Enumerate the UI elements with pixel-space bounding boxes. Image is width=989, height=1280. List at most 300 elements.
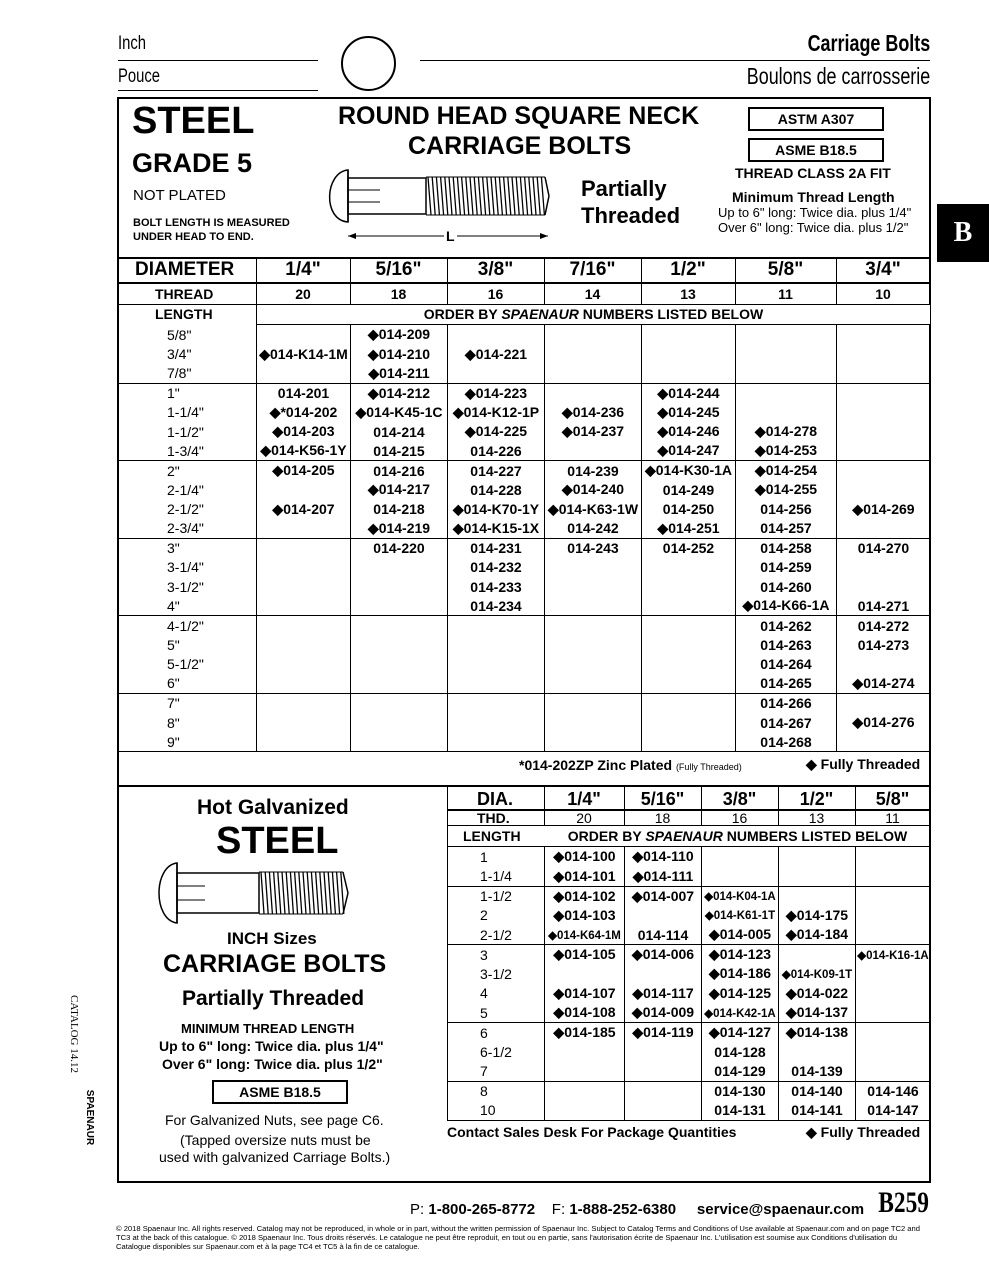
galv-diameter-2: 5/16" <box>640 789 685 809</box>
part-number-cell: ◆014-007 <box>625 886 702 906</box>
length-cell: 5-1/2" <box>119 655 257 674</box>
section-divider <box>118 785 930 787</box>
part-number-cell <box>837 655 931 674</box>
part-number-cell: ◆014-186 <box>702 964 779 984</box>
part-number-cell <box>257 693 351 712</box>
part-number-cell <box>625 964 702 984</box>
length-label: LENGTH <box>155 306 213 322</box>
part-number-cell <box>545 1042 625 1062</box>
header-inch: Inch <box>118 33 147 54</box>
part-number-cell: ◆014-K14-1M <box>257 344 351 363</box>
part-number-cell: 014-227 <box>448 461 545 480</box>
galv-thread-5: 11 <box>885 810 900 826</box>
part-number-cell <box>545 674 642 693</box>
asme-badge: ASME B18.5 <box>748 138 884 162</box>
table-row <box>448 1081 931 1101</box>
table-row <box>448 964 931 984</box>
part-number-cell <box>545 1081 625 1101</box>
part-number-cell <box>351 674 448 693</box>
part-number-cell <box>779 847 856 867</box>
header-rule-right-top <box>420 60 930 61</box>
part-number-cell <box>642 577 736 596</box>
partially-label: Partially <box>581 176 667 201</box>
part-number-cell: ◆014-244 <box>642 383 736 402</box>
part-number-cell: ◆014-108 <box>545 1003 625 1023</box>
part-number-cell <box>837 383 931 402</box>
part-number-cell <box>625 1101 702 1121</box>
length-cell: 4-1/2" <box>119 616 257 635</box>
part-number-cell <box>545 635 642 654</box>
min-thread-2: Over 6" long: Twice dia. plus 1/2" <box>718 220 909 235</box>
part-number-cell <box>448 655 545 674</box>
part-number-cell <box>625 1081 702 1101</box>
part-number-cell: ◆014-219 <box>351 519 448 538</box>
length-cell: 5 <box>448 1003 545 1023</box>
part-number-cell <box>837 558 931 577</box>
part-number-cell <box>837 325 931 344</box>
part-number-cell: 014-242 <box>545 519 642 538</box>
length-cell: 7 <box>448 1062 545 1082</box>
phone-number[interactable]: 1-800-265-8772 <box>428 1201 536 1218</box>
galv-length-label: LENGTH <box>463 828 521 844</box>
length-cell: 3 <box>448 945 545 965</box>
table-row <box>448 1023 931 1043</box>
table-row <box>448 847 931 867</box>
galv-steel-heading: STEEL <box>216 820 339 862</box>
part-number-cell: ◆014-274 <box>837 674 931 693</box>
header-circle <box>341 36 396 91</box>
galv-bolt-drawing <box>155 858 355 928</box>
part-number-cell: ◆014-236 <box>545 403 642 422</box>
part-number-cell: ◆014-276 <box>837 713 931 732</box>
part-number-cell <box>702 847 779 867</box>
table-row <box>448 886 931 906</box>
part-number-cell: ◆014-K64-1M <box>545 925 625 945</box>
part-number-cell: ◆014-221 <box>448 344 545 363</box>
table-row <box>119 519 931 538</box>
part-number-cell <box>351 655 448 674</box>
part-number-cell <box>642 344 736 363</box>
thread-count-3: 16 <box>487 286 504 302</box>
measure-note-2: UNDER HEAD TO END. <box>133 231 254 243</box>
part-number-cell <box>642 325 736 344</box>
length-cell: 2 <box>448 906 545 926</box>
galv-dia-label: DIA. <box>477 789 513 809</box>
part-number-cell <box>257 713 351 732</box>
top-fully-threaded-note: ◆ Fully Threaded <box>806 756 921 772</box>
part-number-cell <box>545 383 642 402</box>
galv-order-table <box>447 847 931 1121</box>
part-number-cell: 014-228 <box>448 480 545 499</box>
part-number-cell: ◆014-005 <box>702 925 779 945</box>
part-number-cell <box>642 558 736 577</box>
diameter-heading-3: 3/8" <box>477 259 514 280</box>
inch-sizes-label: INCH Sizes <box>227 929 317 948</box>
table-row <box>448 1101 931 1121</box>
part-number-cell <box>351 616 448 635</box>
part-number-cell: ◆014-107 <box>545 984 625 1004</box>
part-number-cell: 014-270 <box>837 538 931 557</box>
part-number-cell: ◆014-138 <box>779 1023 856 1043</box>
thread-count-6: 11 <box>778 286 793 302</box>
part-number-cell <box>545 616 642 635</box>
part-number-cell <box>856 886 931 906</box>
part-number-cell: ◆014-247 <box>642 441 736 460</box>
galv-order-by-prefix: ORDER BY <box>567 828 646 844</box>
part-number-cell <box>351 693 448 712</box>
length-cell: 10 <box>448 1101 545 1121</box>
length-cell: 7/8" <box>119 364 257 383</box>
part-number-cell <box>625 906 702 926</box>
galv-asme-badge: ASME B18.5 <box>212 1080 348 1104</box>
part-number-cell: ◆014-119 <box>625 1023 702 1043</box>
part-number-cell <box>779 945 856 965</box>
length-cell: 4 <box>448 984 545 1004</box>
galv-nuts-note: For Galvanized Nuts, see page C6. <box>165 1112 384 1128</box>
part-number-cell <box>856 925 931 945</box>
part-number-cell: 014-130 <box>702 1081 779 1101</box>
part-number-cell: 014-139 <box>779 1062 856 1082</box>
part-number-cell <box>545 655 642 674</box>
part-number-cell: ◆014-K66-1A <box>736 596 837 615</box>
length-cell: 7" <box>119 693 257 712</box>
diameter-heading-6: 5/8" <box>767 259 804 280</box>
part-number-cell: ◆014-K12-1P <box>448 403 545 422</box>
table-row <box>448 867 931 887</box>
part-number-cell <box>736 383 837 402</box>
length-cell: 6" <box>119 674 257 693</box>
part-number-cell: ◆014-223 <box>448 383 545 402</box>
fax-label: F: <box>551 1201 566 1218</box>
galv-thread-4: 13 <box>808 810 825 826</box>
length-cell: 6 <box>448 1023 545 1043</box>
part-number-cell: 014-266 <box>736 693 837 712</box>
length-cell: 1-1/2" <box>119 422 257 441</box>
part-number-cell: ◆014-175 <box>779 906 856 926</box>
part-number-cell: ◆014-K16-1A <box>856 945 931 965</box>
part-number-cell <box>545 693 642 712</box>
part-number-cell: 014-141 <box>779 1101 856 1121</box>
part-number-cell <box>351 596 448 615</box>
part-number-cell: 014-218 <box>351 500 448 519</box>
length-cell: 5" <box>119 635 257 654</box>
part-number-cell: ◆014-185 <box>545 1023 625 1043</box>
galv-thread-1: 20 <box>576 810 592 826</box>
part-number-cell: 014-128 <box>702 1042 779 1062</box>
part-number-cell: 014-226 <box>448 441 545 460</box>
part-number-cell: 014-263 <box>736 635 837 654</box>
table-row <box>119 558 931 577</box>
page-number: B259 <box>878 1186 929 1219</box>
part-number-cell: ◆014-K45-1C <box>351 403 448 422</box>
part-number-cell: 014-131 <box>702 1101 779 1121</box>
part-number-cell <box>545 577 642 596</box>
fax-number[interactable]: 1-888-252-6380 <box>569 1201 677 1218</box>
table-row <box>119 344 931 363</box>
part-number-cell: ◆014-278 <box>736 422 837 441</box>
length-cell: 2" <box>119 461 257 480</box>
part-number-cell <box>257 577 351 596</box>
part-number-cell: ◆014-105 <box>545 945 625 965</box>
part-number-cell: ◆014-127 <box>702 1023 779 1043</box>
part-number-cell <box>837 422 931 441</box>
part-number-cell <box>856 984 931 1004</box>
length-cell: 3-1/2 <box>448 964 545 984</box>
part-number-cell <box>257 674 351 693</box>
part-number-cell: ◆014-K04-1A <box>702 886 779 906</box>
part-number-cell <box>351 732 448 751</box>
header-title-en: Carriage Bolts <box>807 30 930 56</box>
part-number-cell <box>642 693 736 712</box>
part-number-cell: ◆014-225 <box>448 422 545 441</box>
part-number-cell <box>837 480 931 499</box>
table-row <box>119 616 931 635</box>
galv-tapped-1: (Tapped oversize nuts must be <box>180 1132 371 1148</box>
galv-min-title: MINIMUM THREAD LENGTH <box>181 1021 355 1036</box>
part-number-cell: 014-147 <box>856 1101 931 1121</box>
diameter-heading-1: 1/4" <box>285 259 321 280</box>
part-number-cell: 014-267 <box>736 713 837 732</box>
part-number-cell: ◆014-255 <box>736 480 837 499</box>
length-cell: 1" <box>119 383 257 402</box>
part-number-cell: ◆014-237 <box>545 422 642 441</box>
part-number-cell: ◆014-207 <box>257 500 351 519</box>
length-cell: 3-1/4" <box>119 558 257 577</box>
contact-note: Contact Sales Desk For Package Quantities <box>447 1124 737 1140</box>
part-number-cell <box>448 635 545 654</box>
part-number-cell: ◆014-K56-1Y <box>257 441 351 460</box>
part-number-cell <box>545 1062 625 1082</box>
part-number-cell <box>448 325 545 344</box>
galv-diameter-1: 1/4" <box>567 789 601 809</box>
part-number-cell <box>448 713 545 732</box>
length-cell: 8" <box>119 713 257 732</box>
part-number-cell <box>257 596 351 615</box>
galv-threaded: Partially Threaded <box>182 987 365 1010</box>
galv-order-by-suffix: NUMBERS LISTED BELOW <box>722 828 908 844</box>
length-cell: 1-1/4 <box>448 867 545 887</box>
part-number-cell <box>837 732 931 751</box>
part-number-cell <box>545 596 642 615</box>
part-number-cell: 014-272 <box>837 616 931 635</box>
galv-min-2: Over 6" long: Twice dia. plus 1/2" <box>162 1056 383 1072</box>
part-number-cell: ◆014-K61-1T <box>702 906 779 926</box>
part-number-cell <box>351 577 448 596</box>
order-by-prefix: ORDER BY <box>423 306 502 322</box>
part-number-cell <box>856 1042 931 1062</box>
table-row <box>119 538 931 557</box>
part-number-cell: ◆014-K70-1Y <box>448 500 545 519</box>
length-cell: 1-3/4" <box>119 441 257 460</box>
part-number-cell <box>642 616 736 635</box>
part-number-cell: ◆014-269 <box>837 500 931 519</box>
part-number-cell: 014-268 <box>736 732 837 751</box>
part-number-cell <box>257 635 351 654</box>
part-number-cell: ◆014-006 <box>625 945 702 965</box>
table-row <box>119 500 931 519</box>
product-title-2: CARRIAGE BOLTS <box>408 132 632 160</box>
product-title-1: ROUND HEAD SQUARE NECK <box>338 102 700 130</box>
header-rule-left-top <box>118 60 318 61</box>
part-number-cell: ◆014-137 <box>779 1003 856 1023</box>
length-cell: 1 <box>448 847 545 867</box>
part-number-cell <box>856 847 931 867</box>
part-number-cell: ◆014-212 <box>351 383 448 402</box>
part-number-cell <box>736 325 837 344</box>
part-number-cell <box>779 1042 856 1062</box>
finish-label: NOT PLATED <box>133 187 226 204</box>
top-table-bottom <box>118 751 930 752</box>
zinc-footnote <box>519 757 742 773</box>
table-row <box>448 1042 931 1062</box>
part-number-cell <box>257 616 351 635</box>
zinc-footnote-text: *014-202ZP Zinc Plated <box>519 757 673 773</box>
section-tab-letter: B <box>953 217 973 248</box>
part-number-cell <box>257 519 351 538</box>
galv-tapped-2: used with galvanized Carriage Bolts.) <box>159 1149 391 1165</box>
section-tab <box>937 204 989 262</box>
table-row <box>119 655 931 674</box>
part-number-cell <box>642 635 736 654</box>
galv-thread-2: 18 <box>654 810 671 826</box>
part-number-cell <box>837 461 931 480</box>
part-number-cell: 014-231 <box>448 538 545 557</box>
part-number-cell: ◆014-209 <box>351 325 448 344</box>
length-cell: 3-1/2" <box>119 577 257 596</box>
galv-diameter-5: 5/8" <box>875 789 910 809</box>
part-number-cell: ◆014-102 <box>545 886 625 906</box>
length-cell: 4" <box>119 596 257 615</box>
table-row <box>119 403 931 422</box>
part-number-cell: ◆014-K09-1T <box>779 964 856 984</box>
part-number-cell <box>545 1101 625 1121</box>
part-number-cell <box>625 1042 702 1062</box>
part-number-cell <box>837 344 931 363</box>
part-number-cell: ◆014-125 <box>702 984 779 1004</box>
table-row <box>448 906 931 926</box>
part-number-cell: 014-233 <box>448 577 545 596</box>
galv-fully-threaded-note: ◆ Fully Threaded <box>806 1124 921 1140</box>
part-number-cell: 014-260 <box>736 577 837 596</box>
thread-count-1: 20 <box>295 286 311 302</box>
part-number-cell: ◆014-240 <box>545 480 642 499</box>
part-number-cell <box>856 1003 931 1023</box>
part-number-cell <box>545 732 642 751</box>
email-link[interactable]: service@spaenaur.com <box>696 1201 865 1218</box>
part-number-cell: 014-252 <box>642 538 736 557</box>
min-thread-1: Up to 6" long: Twice dia. plus 1/4" <box>718 205 912 220</box>
part-number-cell: ◆014-217 <box>351 480 448 499</box>
part-number-cell <box>779 886 856 906</box>
table-row <box>119 441 931 460</box>
table-row <box>448 945 931 965</box>
table-row <box>448 984 931 1004</box>
table-row <box>119 596 931 615</box>
galv-diameter-3: 3/8" <box>722 789 757 809</box>
part-number-cell: ◆*014-202 <box>257 403 351 422</box>
part-number-cell: ◆014-203 <box>257 422 351 441</box>
zinc-footnote-small: (Fully Threaded) <box>675 762 742 772</box>
part-number-cell: ◆014-K63-1W <box>545 500 642 519</box>
part-number-cell: ◆014-009 <box>625 1003 702 1023</box>
thread-count-7: 10 <box>875 286 891 302</box>
part-number-cell <box>545 964 625 984</box>
table-row <box>119 325 931 344</box>
part-number-cell: 014-271 <box>837 596 931 615</box>
part-number-cell <box>448 732 545 751</box>
galv-order-by-banner <box>545 826 930 846</box>
length-cell: 1-1/2 <box>448 886 545 906</box>
part-number-cell: 014-234 <box>448 596 545 615</box>
part-number-cell <box>736 344 837 363</box>
part-number-cell <box>448 693 545 712</box>
length-cell: 6-1/2 <box>448 1042 545 1062</box>
table-row <box>119 577 931 596</box>
part-number-cell <box>702 867 779 887</box>
part-number-cell: 014-239 <box>545 461 642 480</box>
part-number-cell: 014-140 <box>779 1081 856 1101</box>
part-number-cell: 014-262 <box>736 616 837 635</box>
order-by-brand: SPAENAUR <box>501 306 579 322</box>
thread-count-5: 13 <box>680 286 696 302</box>
part-number-cell <box>257 538 351 557</box>
length-cell: 5/8" <box>119 325 257 344</box>
part-number-cell <box>257 364 351 383</box>
spine-catalog: CATALOG 14.12 <box>67 995 80 1073</box>
length-cell: 2-1/4" <box>119 480 257 499</box>
threaded-label: Threaded <box>581 203 681 228</box>
part-number-cell: ◆014-117 <box>625 984 702 1004</box>
order-by-banner <box>257 305 930 324</box>
part-number-cell <box>545 441 642 460</box>
part-number-cell: ◆014-254 <box>736 461 837 480</box>
part-number-cell: ◆014-184 <box>779 925 856 945</box>
footer-contacts <box>410 1201 864 1218</box>
length-cell: 9" <box>119 732 257 751</box>
measure-note-1: BOLT LENGTH IS MEASURED <box>133 217 290 229</box>
part-number-cell <box>642 364 736 383</box>
part-number-cell: ◆014-K15-1X <box>448 519 545 538</box>
part-number-cell: ◆014-111 <box>625 867 702 887</box>
part-number-cell: ◆014-110 <box>625 847 702 867</box>
part-number-cell <box>837 577 931 596</box>
diameter-label: DIAMETER <box>135 259 235 280</box>
top-table-rule-2 <box>118 282 930 284</box>
part-number-cell <box>257 480 351 499</box>
steel-heading: STEEL <box>132 100 255 142</box>
thread-count-4: 14 <box>584 286 601 302</box>
grade-heading: GRADE 5 <box>132 148 253 178</box>
diameter-heading-7: 3/4" <box>865 259 901 280</box>
part-number-cell <box>642 596 736 615</box>
part-number-cell: 014-214 <box>351 422 448 441</box>
part-number-cell <box>642 732 736 751</box>
part-number-cell: 014-273 <box>837 635 931 654</box>
part-number-cell <box>856 1023 931 1043</box>
length-cell: 2-3/4" <box>119 519 257 538</box>
part-number-cell <box>856 1062 931 1082</box>
astm-badge: ASTM A307 <box>748 107 884 131</box>
spine-brand: SPAENAUR <box>84 1089 96 1146</box>
part-number-cell: ◆014-123 <box>702 945 779 965</box>
galv-table-bottom <box>447 1120 930 1121</box>
galv-thread-3: 16 <box>731 810 748 826</box>
part-number-cell: ◆014-022 <box>779 984 856 1004</box>
table-row <box>448 925 931 945</box>
part-number-cell: 014-264 <box>736 655 837 674</box>
part-number-cell <box>856 964 931 984</box>
table-row <box>119 461 931 480</box>
